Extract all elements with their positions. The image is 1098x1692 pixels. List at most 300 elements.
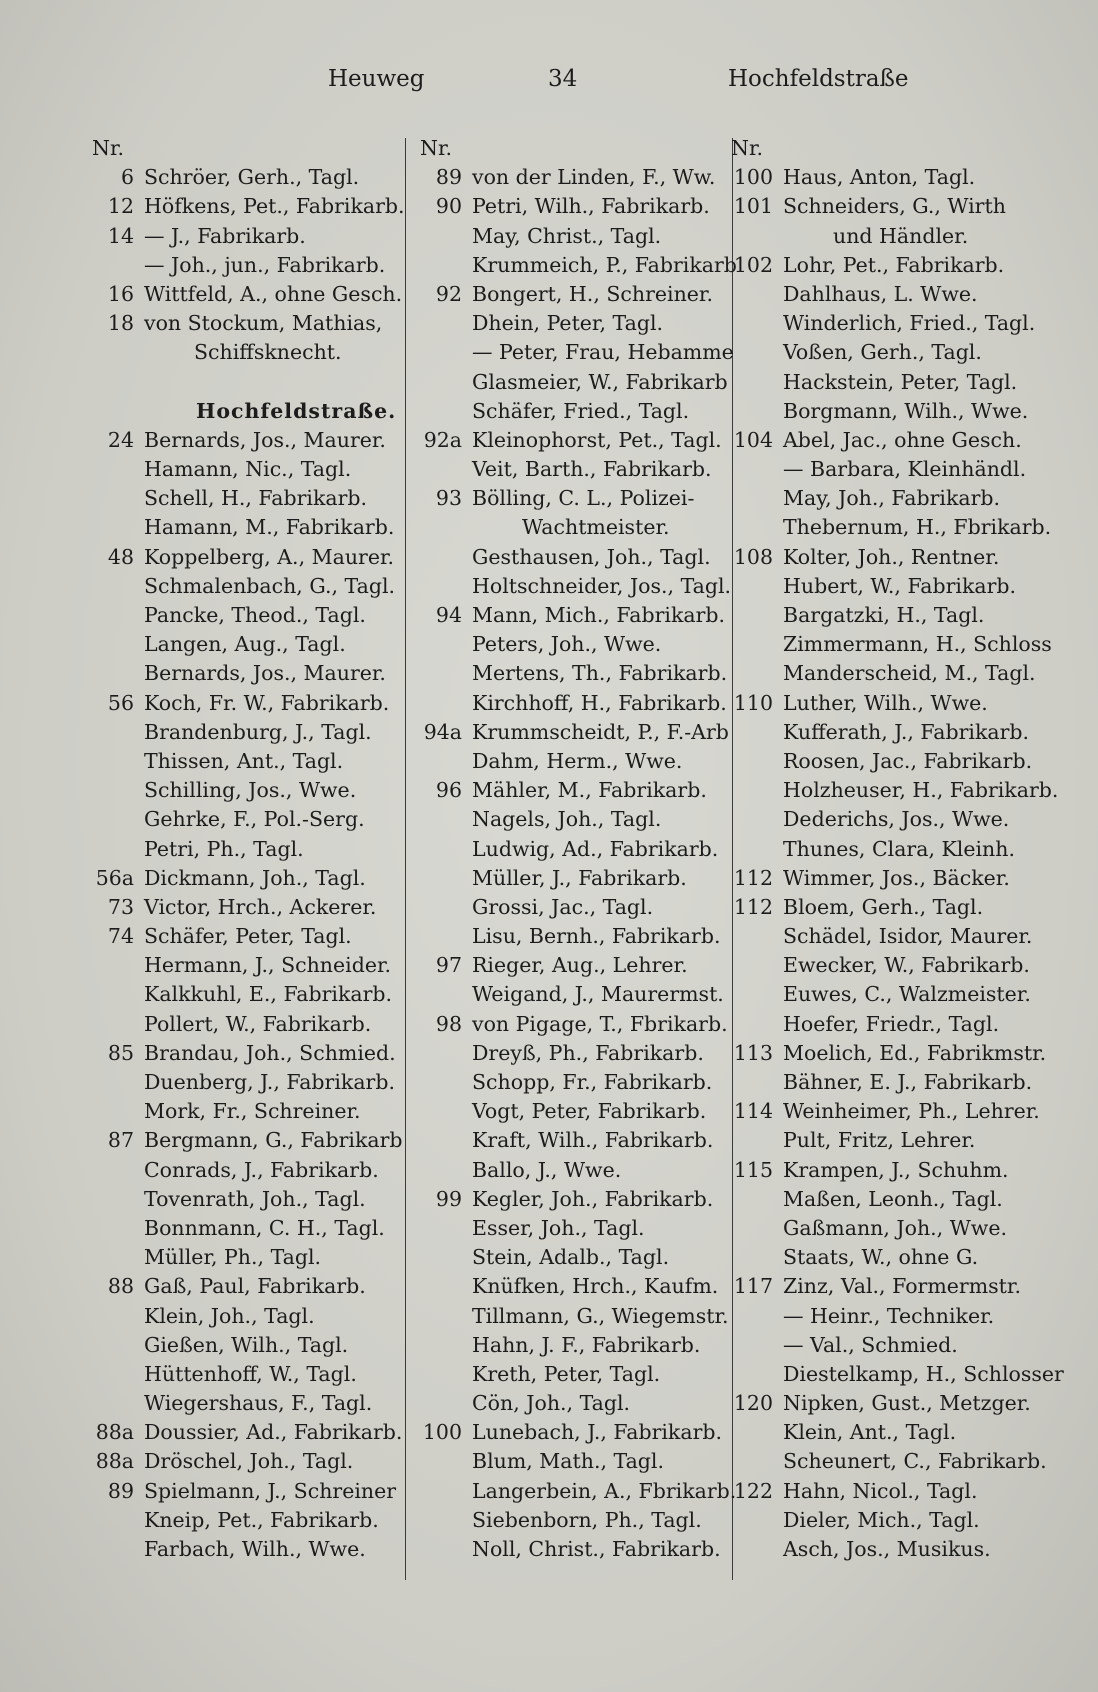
house-number xyxy=(731,1447,783,1476)
nr-column-label: Nr. xyxy=(420,136,453,160)
house-number xyxy=(420,309,472,338)
resident-entry xyxy=(731,222,1061,251)
resident-entry xyxy=(420,192,724,221)
house-number xyxy=(92,1302,144,1331)
nr-column-label: Nr. xyxy=(92,136,125,160)
house-number xyxy=(731,659,783,688)
resident-entry xyxy=(420,338,734,367)
resident-entry xyxy=(92,251,404,280)
resident-entry xyxy=(92,1068,404,1097)
house-number xyxy=(731,1360,783,1389)
house-number: 90 xyxy=(435,194,462,219)
resident-text: Hubert, W., Fabrikarb. xyxy=(783,573,1017,598)
page-header xyxy=(0,66,1098,96)
resident-text: Grossi, Jac., Tagl. xyxy=(472,894,654,919)
resident-entry xyxy=(420,659,728,688)
house-number: 94 xyxy=(435,603,462,627)
house-number xyxy=(420,922,472,951)
resident-text: Esser, Joh., Tagl. xyxy=(472,1215,645,1240)
resident-entry xyxy=(92,1389,404,1418)
resident-text: Langen, Aug., Tagl. xyxy=(144,632,346,657)
resident-text: Farbach, Wilh., Wwe. xyxy=(144,1537,366,1561)
house-number xyxy=(92,338,144,367)
resident-text: Dederichs, Jos., Wwe. xyxy=(783,807,1010,832)
resident-entry xyxy=(731,397,1061,426)
resident-text: Schröer, Gerh., Tagl. xyxy=(144,165,360,190)
resident-text: Klein, Ant., Tagl. xyxy=(783,1420,957,1445)
resident-entry xyxy=(731,513,1061,542)
house-number xyxy=(731,455,783,484)
resident-text: Bölling, C. L., Polizei- xyxy=(472,486,695,511)
resident-text: Hermann, J., Schneider. xyxy=(144,953,392,978)
house-number xyxy=(92,980,144,1009)
resident-text: Gehrke, F., Pol.-Serg. xyxy=(144,807,365,832)
resident-text: — Barbara, Kleinhändl. xyxy=(783,457,1027,482)
resident-text: Dhein, Peter, Tagl. xyxy=(472,311,664,336)
resident-entry xyxy=(420,543,724,572)
house-number xyxy=(92,397,144,426)
resident-entry xyxy=(731,1506,1061,1535)
house-number: 89 xyxy=(107,1478,134,1503)
resident-entry xyxy=(420,1010,728,1039)
resident-text: Bähner, E. J., Fabrikarb. xyxy=(783,1070,1033,1094)
resident-text: Hahn, Nicol., Tagl. xyxy=(783,1478,978,1503)
resident-entry xyxy=(92,1331,404,1360)
house-number xyxy=(420,747,472,776)
resident-entry xyxy=(420,980,724,1009)
house-number xyxy=(420,805,472,834)
resident-text: Asch, Jos., Musikus. xyxy=(783,1537,991,1561)
house-number xyxy=(731,1214,783,1243)
resident-text: Hamann, Nic., Tagl. xyxy=(144,457,352,482)
resident-entry xyxy=(92,1214,404,1243)
house-number xyxy=(420,864,472,893)
resident-entry xyxy=(92,747,404,776)
house-number xyxy=(731,1243,783,1272)
resident-entry xyxy=(731,893,1061,922)
resident-text: Kneip, Pet., Fabrikarb. xyxy=(144,1507,379,1532)
house-number xyxy=(92,251,144,280)
resident-entry xyxy=(731,338,1061,367)
resident-entry xyxy=(420,280,724,309)
resident-entry xyxy=(420,776,724,805)
resident-entry xyxy=(92,1039,404,1068)
resident-text: Wachtmeister. xyxy=(522,515,670,540)
resident-entry xyxy=(731,1302,1061,1331)
house-number: 73 xyxy=(107,894,134,919)
resident-text: Conrads, J., Fabrikarb. xyxy=(144,1157,379,1182)
resident-entry xyxy=(420,1156,724,1185)
house-number xyxy=(420,1331,472,1360)
resident-entry xyxy=(420,455,724,484)
resident-entry xyxy=(731,776,1061,805)
resident-text: Siebenborn, Ph., Tagl. xyxy=(472,1507,702,1532)
resident-text: Thebernum, H., Fbrikarb. xyxy=(783,515,1052,540)
resident-text: Lisu, Bernh., Fabrikarb. xyxy=(472,924,721,949)
resident-entry xyxy=(92,1477,404,1506)
resident-text: Maßen, Leonh., Tagl. xyxy=(783,1186,1003,1211)
resident-entry xyxy=(420,368,728,397)
resident-entry xyxy=(92,192,404,221)
resident-text: Bloem, Gerh., Tagl. xyxy=(783,894,984,919)
house-number xyxy=(92,747,144,776)
resident-text: Mann, Mich., Fabrikarb. xyxy=(472,603,726,627)
house-number xyxy=(92,1389,144,1418)
house-number xyxy=(420,513,472,542)
resident-entry xyxy=(420,951,724,980)
house-number xyxy=(420,368,472,397)
resident-text: Rieger, Aug., Lehrer. xyxy=(472,953,688,978)
resident-text: Zinz, Val., Formermstr. xyxy=(783,1274,1021,1299)
house-number xyxy=(420,1302,472,1331)
resident-entry xyxy=(92,864,404,893)
house-number: 108 xyxy=(733,544,773,569)
house-number: 6 xyxy=(120,165,134,190)
resident-entry xyxy=(92,835,404,864)
resident-entry xyxy=(420,426,724,455)
resident-entry xyxy=(420,1447,724,1476)
resident-entry xyxy=(731,1272,1061,1301)
resident-entry xyxy=(420,893,724,922)
house-number xyxy=(92,1506,144,1535)
resident-entry xyxy=(731,1185,1061,1214)
resident-text: Bargatzki, H., Tagl. xyxy=(783,603,985,627)
resident-text: Pult, Fritz, Lehrer. xyxy=(783,1128,976,1153)
resident-entry xyxy=(92,163,404,192)
resident-entry xyxy=(731,1535,1061,1564)
house-number xyxy=(731,601,783,630)
resident-text: Kraft, Wilh., Fabrikarb. xyxy=(472,1128,714,1153)
resident-text: Tillmann, G., Wiegemstr. xyxy=(472,1303,729,1328)
resident-entry xyxy=(92,951,404,980)
resident-entry xyxy=(92,893,404,922)
resident-text: Dahm, Herm., Wwe. xyxy=(472,748,683,773)
house-number: 117 xyxy=(733,1274,773,1299)
resident-entry xyxy=(420,251,737,280)
resident-entry xyxy=(731,1214,1061,1243)
resident-entry xyxy=(731,1126,1061,1155)
resident-entry xyxy=(731,922,1061,951)
resident-entry xyxy=(731,951,1061,980)
house-number xyxy=(92,572,144,601)
resident-entry xyxy=(731,980,1061,1009)
resident-text: Cön, Joh., Tagl. xyxy=(472,1391,631,1416)
resident-text: Krummeich, P., Fabrikarb xyxy=(472,252,737,277)
house-number xyxy=(731,1535,783,1564)
resident-entry xyxy=(420,1097,724,1126)
resident-entry xyxy=(731,601,1061,630)
resident-text: Lohr, Pet., Fabrikarb. xyxy=(783,252,1005,277)
resident-text: Kalkkuhl, E., Fabrikarb. xyxy=(144,982,393,1007)
house-number: 112 xyxy=(733,865,773,890)
resident-text: Vogt, Peter, Fabrikarb. xyxy=(472,1099,707,1124)
resident-text: Nipken, Gust., Metzger. xyxy=(783,1391,1031,1416)
house-number xyxy=(420,1506,472,1535)
resident-entry xyxy=(731,455,1061,484)
house-number: 104 xyxy=(733,427,773,452)
resident-entry xyxy=(92,1126,404,1155)
resident-entry xyxy=(92,309,404,338)
house-number xyxy=(420,572,472,601)
resident-text: Bernards, Jos., Maurer. xyxy=(144,427,386,452)
house-number: 89 xyxy=(435,165,462,190)
resident-entry xyxy=(92,513,404,542)
resident-entry xyxy=(731,718,1061,747)
house-number xyxy=(92,1243,144,1272)
resident-entry xyxy=(420,1360,724,1389)
resident-entry xyxy=(731,1068,1061,1097)
resident-text: Spielmann, J., Schreiner xyxy=(144,1478,397,1503)
resident-text: Schäfer, Fried., Tagl. xyxy=(472,398,690,423)
resident-text: Gießen, Wilh., Tagl. xyxy=(144,1332,349,1357)
resident-text: Langerbein, A., Fbrikarb. xyxy=(472,1478,737,1503)
resident-text: Victor, Hrch., Ackerer. xyxy=(144,894,377,919)
resident-entry xyxy=(731,835,1061,864)
house-number: 100 xyxy=(733,165,773,190)
resident-text: Gaß, Paul, Fabrikarb. xyxy=(144,1274,366,1299)
resident-entry xyxy=(731,572,1061,601)
house-number xyxy=(420,1447,472,1476)
header-right-street: Hochfeldstraße xyxy=(728,66,909,92)
house-number xyxy=(731,776,783,805)
resident-entry xyxy=(92,1418,404,1447)
resident-text: Pollert, W., Fabrikarb. xyxy=(144,1011,372,1036)
resident-text: Ludwig, Ad., Fabrikarb. xyxy=(472,836,719,861)
house-number xyxy=(92,1185,144,1214)
house-number xyxy=(92,1097,144,1126)
resident-text: Brandau, Joh., Schmied. xyxy=(144,1040,396,1065)
house-number: 115 xyxy=(733,1157,773,1182)
section-heading xyxy=(92,397,404,426)
house-number xyxy=(731,922,783,951)
house-number xyxy=(420,251,472,280)
resident-text: Abel, Jac., ohne Gesch. xyxy=(783,427,1022,452)
resident-text: Gaßmann, Joh., Wwe. xyxy=(783,1215,1007,1240)
house-number xyxy=(731,484,783,513)
resident-entry xyxy=(420,1506,724,1535)
house-number xyxy=(731,835,783,864)
resident-entry xyxy=(92,1185,404,1214)
resident-text: Nagels, Joh., Tagl. xyxy=(472,807,662,832)
resident-text: Dreyß, Ph., Fabrikarb. xyxy=(472,1040,704,1065)
resident-entry xyxy=(92,455,404,484)
resident-entry xyxy=(420,1418,724,1447)
resident-entry xyxy=(420,1477,737,1506)
house-number xyxy=(92,513,144,542)
resident-text: Kolter, Joh., Rentner. xyxy=(783,544,1000,569)
house-number xyxy=(92,1360,144,1389)
house-number xyxy=(92,1214,144,1243)
house-number: 88a xyxy=(95,1420,134,1445)
resident-entry xyxy=(92,484,404,513)
resident-entry xyxy=(731,1097,1061,1126)
resident-entry xyxy=(92,1302,404,1331)
resident-entry xyxy=(731,1010,1061,1039)
resident-entry xyxy=(92,1097,404,1126)
house-number: 93 xyxy=(435,486,462,511)
house-number xyxy=(420,835,472,864)
house-number: 113 xyxy=(733,1040,773,1065)
resident-entry xyxy=(731,1156,1061,1185)
resident-entry xyxy=(420,601,724,630)
resident-entry xyxy=(92,543,404,572)
resident-text: Schiffsknecht. xyxy=(194,340,342,365)
resident-text: Dahlhaus, L. Wwe. xyxy=(783,281,978,306)
house-number xyxy=(731,338,783,367)
house-number xyxy=(731,1302,783,1331)
house-number xyxy=(731,513,783,542)
resident-entry xyxy=(420,572,732,601)
resident-text: Scheunert, C., Fabrikarb. xyxy=(783,1449,1047,1474)
resident-entry xyxy=(731,1389,1061,1418)
resident-entry xyxy=(420,397,724,426)
resident-entry xyxy=(420,1039,724,1068)
resident-entry xyxy=(420,309,724,338)
house-number xyxy=(731,368,783,397)
resident-entry xyxy=(92,338,404,367)
resident-entry xyxy=(731,1418,1061,1447)
resident-entry xyxy=(92,922,404,951)
resident-text: Wiegershaus, F., Tagl. xyxy=(144,1391,373,1416)
resident-entry xyxy=(731,805,1061,834)
house-number xyxy=(420,1389,472,1418)
house-number xyxy=(731,980,783,1009)
house-number xyxy=(420,222,472,251)
house-number xyxy=(420,1097,472,1126)
resident-entry xyxy=(420,1389,724,1418)
resident-entry xyxy=(92,630,404,659)
resident-entry xyxy=(92,280,404,309)
page-number: 34 xyxy=(548,66,578,92)
resident-text: Hamann, M., Fabrikarb. xyxy=(144,515,395,540)
resident-entry xyxy=(420,689,727,718)
resident-text: Weinheimer, Ph., Lehrer. xyxy=(783,1099,1040,1124)
resident-text: Weigand, J., Maurermst. xyxy=(472,982,724,1007)
house-number xyxy=(92,718,144,747)
directory-column-1 xyxy=(92,134,404,1564)
resident-text: — Peter, Frau, Hebamme xyxy=(472,340,734,365)
resident-text: Schädel, Isidor, Maurer. xyxy=(783,924,1033,949)
resident-text: Zimmermann, H., Schloss xyxy=(783,632,1052,657)
house-number: 114 xyxy=(733,1099,773,1124)
resident-text: Schneiders, G., Wirth xyxy=(783,194,1006,219)
resident-entry xyxy=(420,484,724,513)
resident-entry xyxy=(92,1506,404,1535)
house-number xyxy=(92,484,144,513)
spacer-row xyxy=(92,368,404,397)
resident-text: Bernards, Jos., Maurer. xyxy=(144,661,386,686)
resident-text: Staats, W., ohne G. xyxy=(783,1245,979,1270)
resident-text: Duenberg, J., Fabrikarb. xyxy=(144,1070,395,1094)
resident-entry xyxy=(731,689,1061,718)
directory-column-2 xyxy=(420,134,737,1564)
resident-text: Hackstein, Peter, Tagl. xyxy=(783,369,1018,394)
resident-entry xyxy=(420,835,724,864)
street-heading-text: Hochfeldstraße. xyxy=(196,398,397,423)
resident-text: Klein, Joh., Tagl. xyxy=(144,1303,315,1328)
house-number xyxy=(92,1156,144,1185)
house-number: 88 xyxy=(107,1274,134,1299)
resident-text: Dröschel, Joh., Tagl. xyxy=(144,1449,354,1474)
house-number xyxy=(92,630,144,659)
resident-text: Bonnmann, C. H., Tagl. xyxy=(144,1215,385,1240)
resident-text: Gesthausen, Joh., Tagl. xyxy=(472,544,711,569)
resident-text: — Joh., jun., Fabrikarb. xyxy=(144,252,386,277)
resident-text: Kirchhoff, H., Fabrikarb. xyxy=(472,690,727,715)
resident-text: Hüttenhoff, W., Tagl. xyxy=(144,1361,357,1386)
resident-text: Müller, Ph., Tagl. xyxy=(144,1245,322,1270)
resident-entry xyxy=(420,747,724,776)
house-number xyxy=(420,659,472,688)
resident-entry xyxy=(731,630,1061,659)
house-number: 88a xyxy=(95,1449,134,1474)
column-divider xyxy=(405,138,406,1580)
house-number xyxy=(731,1126,783,1155)
house-number xyxy=(731,630,783,659)
house-number: 92 xyxy=(435,281,462,306)
resident-entry xyxy=(420,805,724,834)
resident-text: Lunebach, J., Fabrikarb. xyxy=(472,1420,723,1445)
resident-entry xyxy=(731,192,1061,221)
resident-entry xyxy=(420,1243,724,1272)
resident-entry xyxy=(731,1331,1061,1360)
house-number: 92a xyxy=(423,427,462,452)
resident-entry xyxy=(92,1243,404,1272)
resident-entry xyxy=(731,543,1061,572)
resident-text: Koch, Fr. W., Fabrikarb. xyxy=(144,690,390,715)
house-number xyxy=(420,455,472,484)
resident-text: — J., Fabrikarb. xyxy=(144,223,306,248)
resident-text: Voßen, Gerh., Tagl. xyxy=(783,340,982,365)
resident-entry xyxy=(420,864,724,893)
resident-text: Noll, Christ., Fabrikarb. xyxy=(472,1537,721,1561)
resident-entry xyxy=(731,426,1061,455)
resident-text: Mähler, M., Fabrikarb. xyxy=(472,778,707,803)
resident-entry xyxy=(731,484,1061,513)
resident-entry xyxy=(731,864,1061,893)
house-number xyxy=(731,397,783,426)
house-number xyxy=(420,1156,472,1185)
resident-entry xyxy=(731,280,1061,309)
house-number xyxy=(92,776,144,805)
resident-entry xyxy=(420,922,724,951)
resident-text: Wittfeld, A., ohne Gesch. xyxy=(144,281,403,306)
resident-text: Dieler, Mich., Tagl. xyxy=(783,1507,980,1532)
house-number: 85 xyxy=(107,1040,134,1065)
resident-text: Schäfer, Peter, Tagl. xyxy=(144,924,352,949)
resident-text: May, Christ., Tagl. xyxy=(472,223,662,248)
resident-entry xyxy=(92,1447,404,1476)
resident-entry xyxy=(731,1243,1061,1272)
resident-entry xyxy=(420,163,724,192)
house-number xyxy=(731,1506,783,1535)
house-number xyxy=(731,280,783,309)
house-number: 56a xyxy=(95,865,134,890)
resident-entry xyxy=(420,1185,724,1214)
resident-text: Doussier, Ad., Fabrikarb. xyxy=(144,1420,403,1445)
resident-text: Kreth, Peter, Tagl. xyxy=(472,1361,661,1386)
house-number xyxy=(420,893,472,922)
resident-text: Petri, Wilh., Fabrikarb. xyxy=(472,194,710,219)
resident-text: Thissen, Ant., Tagl. xyxy=(144,748,344,773)
resident-entry xyxy=(92,776,404,805)
resident-entry xyxy=(92,718,404,747)
resident-entry xyxy=(731,163,1061,192)
resident-text: Winderlich, Fried., Tagl. xyxy=(783,311,1036,336)
resident-text: Kegler, Joh., Fabrikarb. xyxy=(472,1186,714,1211)
resident-entry xyxy=(92,1272,404,1301)
house-number xyxy=(420,1535,472,1564)
